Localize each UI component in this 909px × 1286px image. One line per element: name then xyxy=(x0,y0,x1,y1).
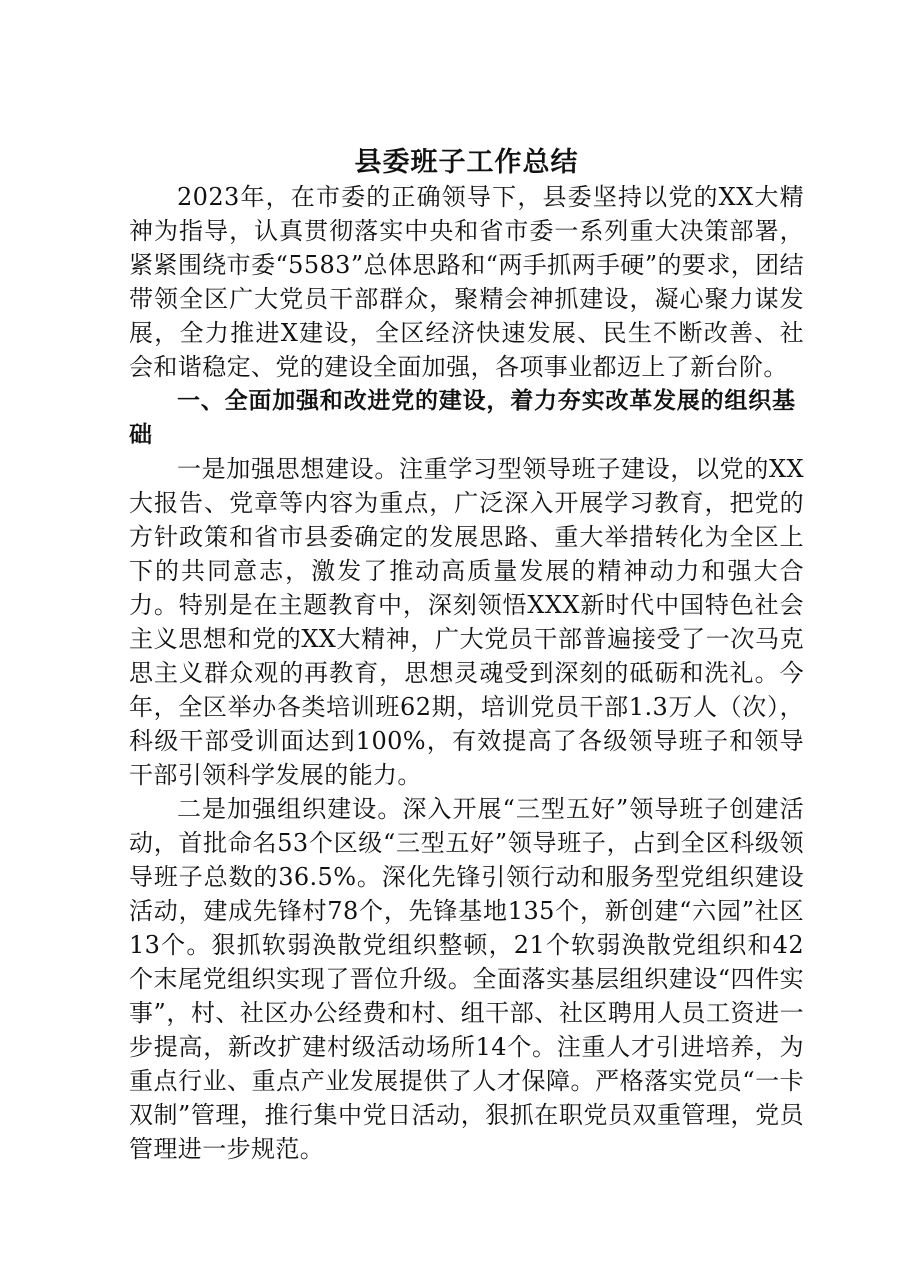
document-content xyxy=(129,146,804,1166)
intro-paragraph: 2023年，在市委的正确领导下，县委坚持以党的XX大精神为指导，认真贯彻落实中央和省市委一系列重大决策部署，紧紧围绕市委“5583”总体思路和“两手抓两手硬”的要求，团结带领全区广大党员干部群众，聚精会神抓建设，凝心聚力谋发展，全力推进X建设，全区经济快速发展、民生不断改善、社会和谐稳定、党的建设全面加强，各项事业都迈上了新台阶。 xyxy=(129,183,804,381)
document-title: 县委班子工作总结 xyxy=(354,147,579,178)
organization-paragraph: 二是加强组织建设。深入开展“三型五好”领导班子创建活动，首批命名53个区级“三型五好”领导班子，占到全区科级领导班子总数的36.5%。深化先锋引领行动和服务型党组织建设活动，建成先锋村78个，先锋基地135个，新创建“六园”社区13个。狠抓软弱涣散党组织整顿，21个软弱涣散党组织和42个末尾党组织实现了晋位升级。全面落实基层组织建设“四件实事”，村、社区办公经费和村、组干部、社区聘用人员工资进一步提高，新改扩建村级活动场所14个。注重人才引进培养，为重点行业、重点产业发展提供了人才保障。严格落实党员“一卡双制”管理，推行集中党日活动，狠抓在职党员双重管理，党员管理进一步规范。 xyxy=(129,795,804,1163)
ideology-paragraph: 一是加强思想建设。注重学习型领导班子建设，以党的XX大报告、党章等内容为重点，广泛深入开展学习教育，把党的方针政策和省市县委确定的发展思路、重大举措转化为全区上下的共同意志，激发了推动高质量发展的精神动力和强大合力。特别是在主题教育中，深刻领悟XXX新时代中国特色社会主义思想和党的XX大精神，广大党员干部普遍接受了一次马克思主义群众观的再教育，思想灵魂受到深刻的砥砺和洗礼。今年，全区举办各类培训班62期，培训党员干部1.3万人（次），科级干部受训面达到100%，有效提高了各级领导班子和领导干部引领科学发展的能力。 xyxy=(129,455,804,789)
section-heading: 一、全面加强和改进党的建设，着力夯实改革发展的组织基础 xyxy=(129,388,796,448)
